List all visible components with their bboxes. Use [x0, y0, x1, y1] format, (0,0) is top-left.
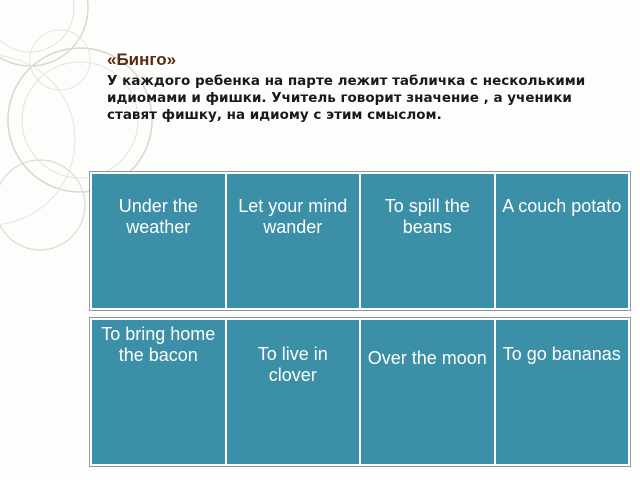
- bingo-cell[interactable]: [361, 320, 496, 464]
- bingo-cell[interactable]: [496, 320, 629, 464]
- idiom-label: To bring home the bacon: [101, 324, 216, 365]
- bingo-cell[interactable]: [92, 174, 227, 308]
- idiom-label: Over the moon: [367, 348, 487, 368]
- bingo-cell[interactable]: [92, 320, 227, 464]
- bingo-cell[interactable]: [227, 174, 362, 308]
- slide-description: У каждого ребенка на парте лежит табличка с несколькими идиомами и фишки. Учитель говорит значение , а ученики ставят фишку, на идиому с этим смыслом.: [107, 73, 586, 123]
- idiom-label: Let your mind wander: [238, 196, 348, 237]
- bingo-row-1: [90, 172, 630, 310]
- bingo-cell[interactable]: [361, 174, 496, 308]
- idiom-label: To go bananas: [502, 344, 621, 364]
- bingo-cell[interactable]: [496, 174, 629, 308]
- idiom-label: To live in clover: [257, 344, 328, 385]
- idiom-label: To spill the beans: [384, 196, 470, 237]
- idiom-label: Under the weather: [118, 196, 198, 237]
- slide-title: «Бинго»: [107, 50, 177, 69]
- bingo-row-2: [90, 318, 630, 466]
- bingo-cell[interactable]: [227, 320, 362, 464]
- idiom-label: A couch potato: [502, 196, 622, 216]
